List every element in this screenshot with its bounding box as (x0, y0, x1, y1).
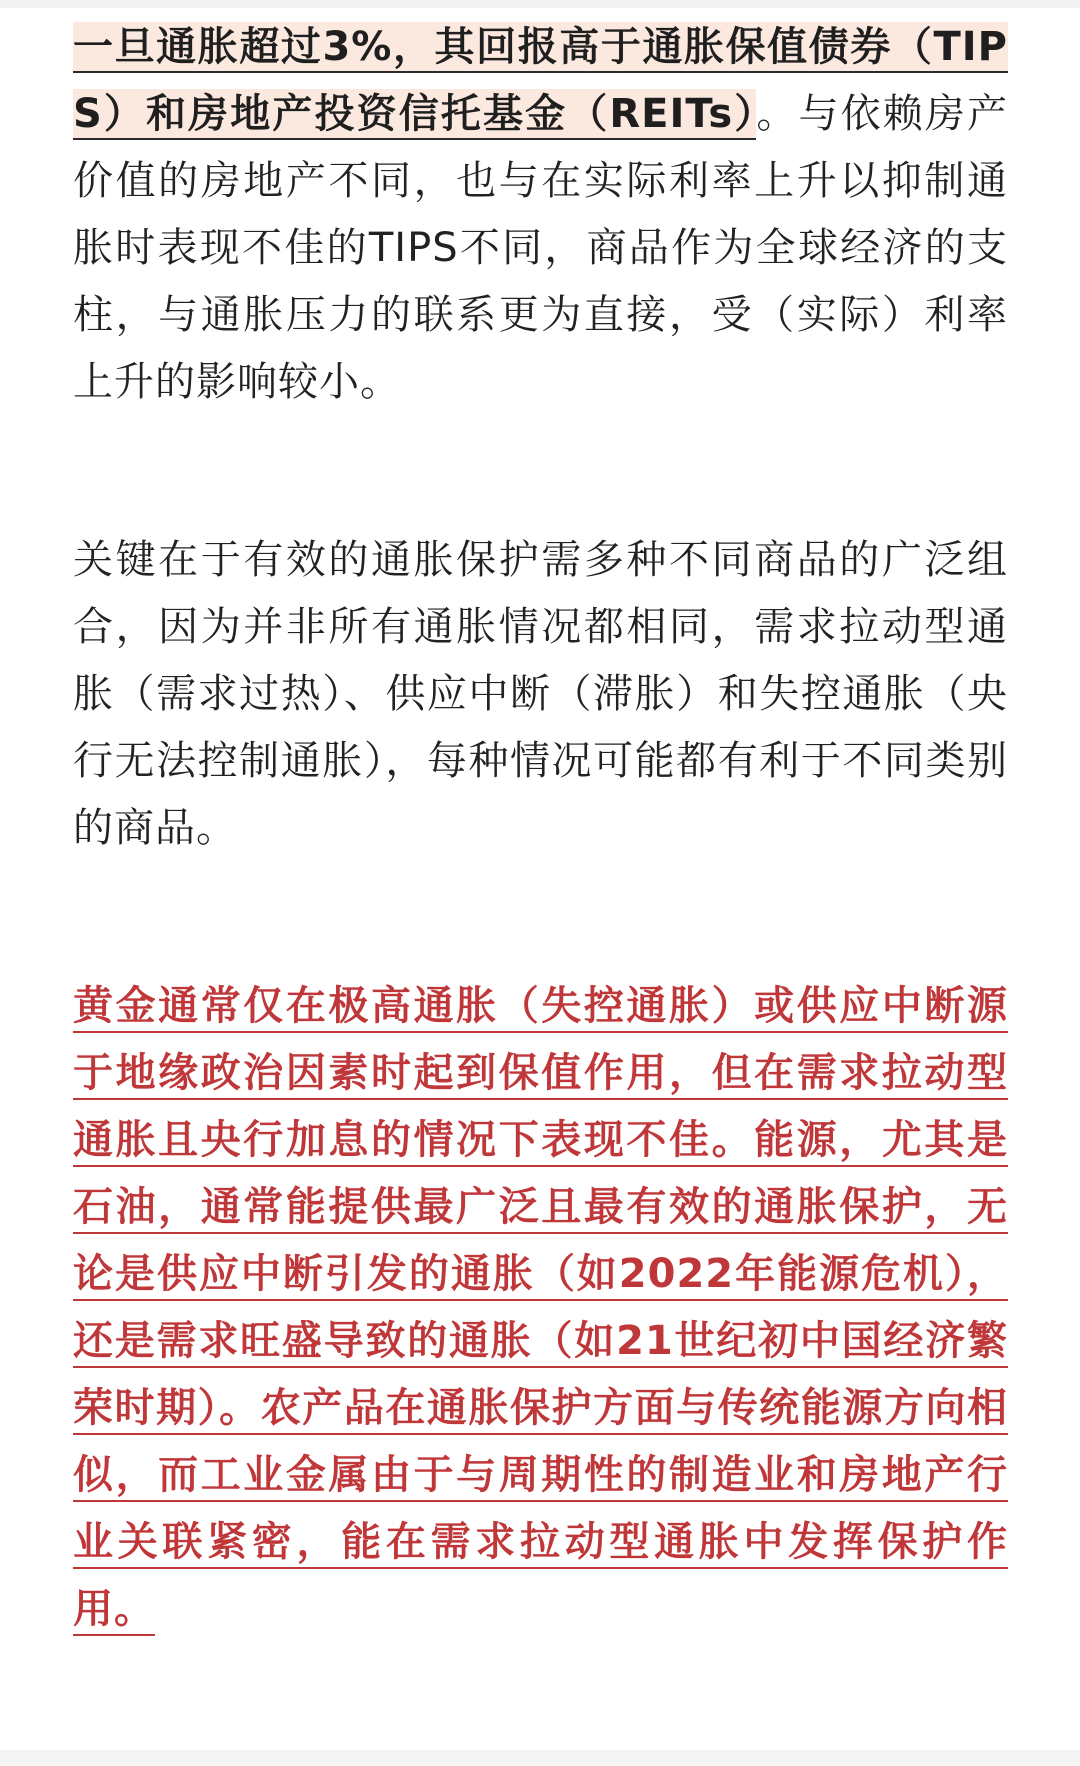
paragraph-text: 。与依赖房产价值的房地产不同，也与在实际利率上升以抑制通胀时表现不佳的TIPS不同，商品作为全球经济的支柱，与通胀压力的联系更为直接，受（实际）利率上升的影响较小。 (73, 91, 1008, 405)
highlighted-sentence: 一旦通胀超过3%，其回报高于通胀保值债券（TIPS）和房地产投资信托基金（REITs） (73, 22, 1008, 140)
paragraph-tips-reits (73, 14, 1008, 416)
top-divider (0, 0, 1080, 8)
emphasized-red-text: 黄金通常仅在极高通胀（失控通胀）或供应中断源于地缘政治因素时起到保值作用，但在需求拉动型通胀且央行加息的情况下表现不佳。能源，尤其是石油，通常能提供最广泛且最有效的通胀保护，无论是供应中断引发的通胀（如2022年能源危机），还是需求旺盛导致的通胀（如21世纪初中国经济繁荣时期）。农产品在通胀保护方面与传统能源方向相似，而工业金属由于与周期性的制造业和房地产行业关联紧密，能在需求拉动型通胀中发挥保护作用。 (73, 983, 1008, 1636)
paragraph-text: 关键在于有效的通胀保护需多种不同商品的广泛组合，因为并非所有通胀情况都相同，需求拉动型通胀（需求过热）、供应中断（滞胀）和失控通胀（央行无法控制通胀），每种情况可能都有利于不同类别的商品。 (73, 537, 1008, 851)
paragraph-commodity-types (73, 973, 1008, 1643)
paragraph-commodity-mix (73, 527, 1008, 862)
article-body (73, 14, 1008, 1643)
bottom-divider (0, 1750, 1080, 1766)
